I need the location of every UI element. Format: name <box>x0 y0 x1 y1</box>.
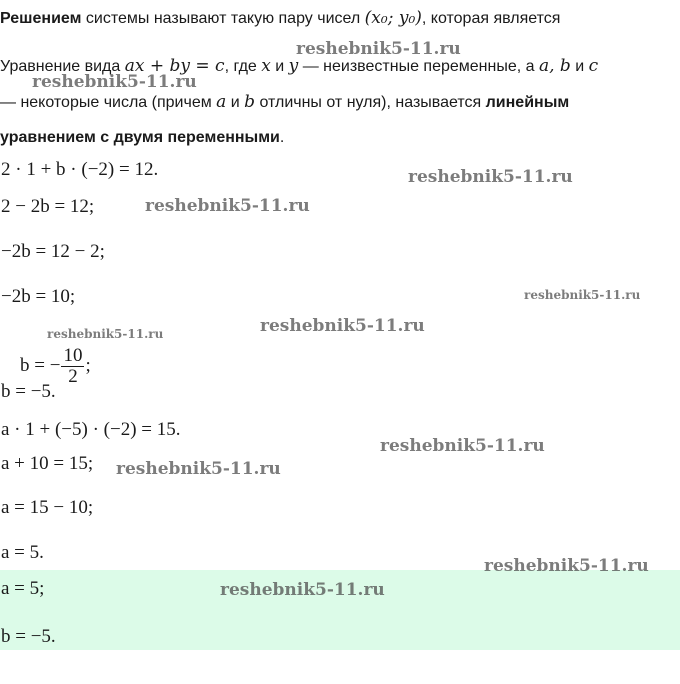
step-5-end: ; <box>85 354 91 376</box>
fraction-denominator: 2 <box>68 366 78 387</box>
step-7: a · 1 + (−5) · (−2) = 15. <box>1 419 181 440</box>
intro-text: — неизвестные переменные, а <box>298 58 539 75</box>
intro-text: . <box>279 129 285 146</box>
var-ab: a, b <box>538 56 571 76</box>
intro-text: и <box>270 58 289 75</box>
watermark: reshebnik5-11.ru <box>47 327 164 341</box>
var-b: b <box>244 92 256 112</box>
step-10: a = 5. <box>1 542 44 563</box>
step-9: a = 15 − 10; <box>1 497 94 518</box>
intro-text: , которая является <box>421 10 561 27</box>
watermark: reshebnik5-11.ru <box>116 459 281 479</box>
var-c: c <box>588 56 599 76</box>
watermark: reshebnik5-11.ru <box>380 436 545 456</box>
step-1: 2 · 1 + b · (−2) = 12. <box>1 159 159 180</box>
intro-text: и <box>570 58 589 75</box>
intro-text: , где <box>224 58 262 75</box>
watermark: reshebnik5-11.ru <box>32 72 197 92</box>
watermark: reshebnik5-11.ru <box>145 196 310 216</box>
intro-line-1 <box>0 7 560 30</box>
step-6: b = −5. <box>1 381 56 402</box>
equation-form: ax + by = c <box>124 56 225 76</box>
fraction-numerator: 10 <box>63 345 83 366</box>
intro-line-3 <box>0 91 569 114</box>
intro-line-2 <box>0 55 598 78</box>
term-solution: Решением <box>0 10 82 27</box>
step-5-lhs: b = − <box>20 354 61 376</box>
watermark: reshebnik5-11.ru <box>484 556 649 576</box>
watermark: reshebnik5-11.ru <box>220 580 385 600</box>
intro-text: отличны от нуля), называется <box>255 94 486 111</box>
term-linear: линейным <box>485 94 570 111</box>
pair-notation: (x₀; y₀) <box>364 8 422 28</box>
watermark: reshebnik5-11.ru <box>260 316 425 336</box>
var-y: y <box>288 56 299 76</box>
watermark: reshebnik5-11.ru <box>524 288 641 302</box>
var-a: a <box>216 92 227 112</box>
answer-b: b = −5. <box>1 626 56 647</box>
term-two-variable-equation: уравнением с двумя переменными <box>0 129 280 146</box>
intro-text: системы называют такую пару чисел <box>81 10 365 27</box>
intro-line-4 <box>0 127 284 149</box>
intro-text: — некоторые числа (причем <box>0 94 217 111</box>
answer-a: a = 5; <box>1 578 45 599</box>
watermark: reshebnik5-11.ru <box>408 167 573 187</box>
intro-text: и <box>226 94 245 111</box>
intro-text: Уравнение вида <box>0 58 125 75</box>
step-2: 2 − 2b = 12; <box>1 196 95 217</box>
step-3: −2b = 12 − 2; <box>1 241 105 262</box>
answer-box <box>0 570 680 650</box>
fraction <box>61 346 84 387</box>
var-x: x <box>261 56 271 76</box>
step-8: a + 10 = 15; <box>1 453 94 474</box>
watermark: reshebnik5-11.ru <box>296 39 461 59</box>
step-4: −2b = 10; <box>1 286 76 307</box>
